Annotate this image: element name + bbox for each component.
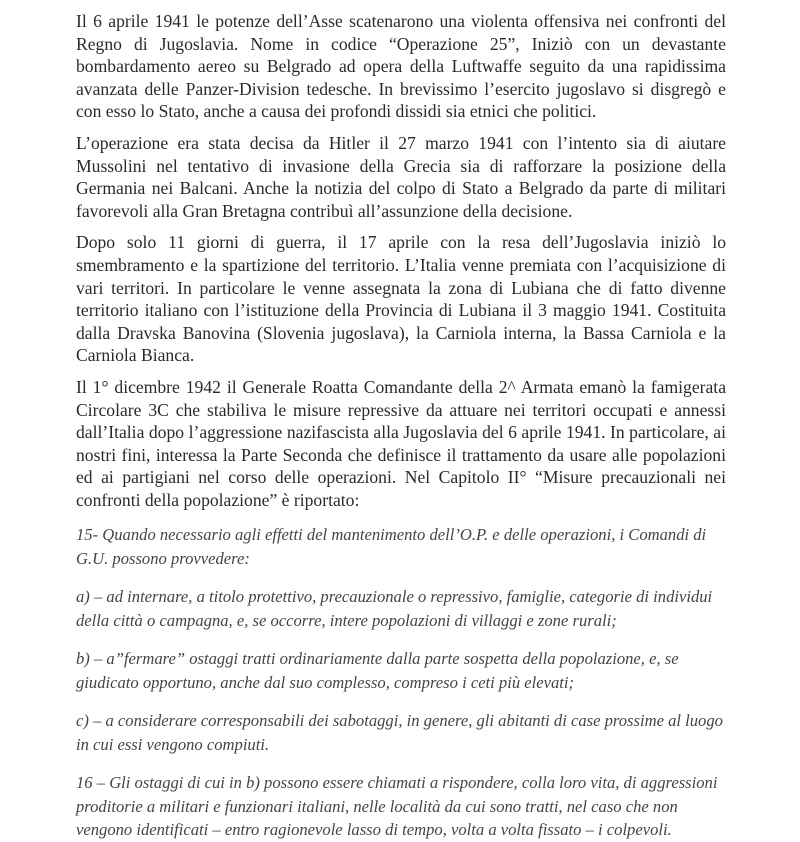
quote-item-a: a) – ad internare, a titolo protettivo, precauzionale o repressivo, famiglie, categorie di individui della città o campagna, e, se occorre, intere popolazioni di villaggi e zone rurali;: [76, 587, 713, 630]
quote-item-b: b) – a”fermare” ostaggi tratti ordinariamente dalla parte sospetta della popolazione, e, se giudicato opportuno, anche dal suo complesso, compreso i ceti più elevati;: [76, 649, 679, 692]
quote-item-c: c) – a considerare corresponsabili dei sabotaggi, in genere, gli abitanti di case prossime al luogo in cui essi vengono compiuti.: [76, 711, 723, 754]
quote-article-16: 16 – Gli ostaggi di cui in b) possono essere chiamati a rispondere, colla loro vita, di aggressioni proditorie a militari e funzionari italiani, nelle località da cui sono tratti, nel caso che non vengono identificati – entro ragionevole lasso di tempo, volta a volta fissato – i colpevoli.: [76, 773, 718, 840]
document-page: [76, 10, 726, 842]
paragraph-partition: Dopo solo 11 giorni di guerra, il 17 aprile con la resa dell’Jugoslavia iniziò lo smembramento e la spartizione del territorio. L’Italia venne premiata con l’acquisizione di vari territori. In particolare le venne assegnata la zona di Lubiana che di fatto divenne territorio italiano con l’istituzione della Provincia di Lubiana il 3 maggio 1941. Costituita dalla Dravska Banovina (Slovenia jugoslava), la Carniola interna, la Bassa Carniola e la Carniola Bianca.: [76, 232, 726, 366]
quote-article-15: 15- Quando necessario agli effetti del mantenimento dell’O.P. e delle operazioni, i Comandi di G.U. possono provvedere:: [76, 525, 707, 568]
paragraph-invasion: Il 6 aprile 1941 le potenze dell’Asse scatenarono una violenta offensiva nei confronti del Regno di Jugoslavia. Nome in codice “Operazione 25”, Iniziò con un devastante bombardamento aereo su Belgrado ad opera della Luftwaffe seguito da una rapidissima avanzata delle Panzer-Division tedesche. In brevissimo l’esercito jugoslavo si disgregò e con esso lo Stato, anche a causa dei profondi dissidi sia etnici che politici.: [76, 11, 726, 122]
paragraph-hitler-decision: L’operazione era stata decisa da Hitler il 27 marzo 1941 con l’intento sia di aiutare Mussolini nel tentativo di invasione della Grecia sia di rafforzare la posizione della Germania nei Balcani. Anche la notizia del colpo di Stato a Belgrado da parte di militari favorevoli alla Gran Bretagna contribuì all’assunzione della decisione.: [76, 132, 726, 221]
paragraph-circolare-3c: Il 1° dicembre 1942 il Generale Roatta Comandante della 2^ Armata emanò la famigerata Circolare 3C che stabiliva le misure repressive da attuare nei territori occupati e annessi dall’Italia dopo l’aggressione nazifascista alla Jugoslavia del 6 aprile 1941. In particolare, ai nostri fini, interessa la Parte Seconda che definisce il trattamento da usare alle popolazioni ed ai partigiani nel corso delle operazioni. Nel Capitolo II° “Misure precauzionali nei confronti della popolazione” è riportato:: [76, 376, 726, 510]
